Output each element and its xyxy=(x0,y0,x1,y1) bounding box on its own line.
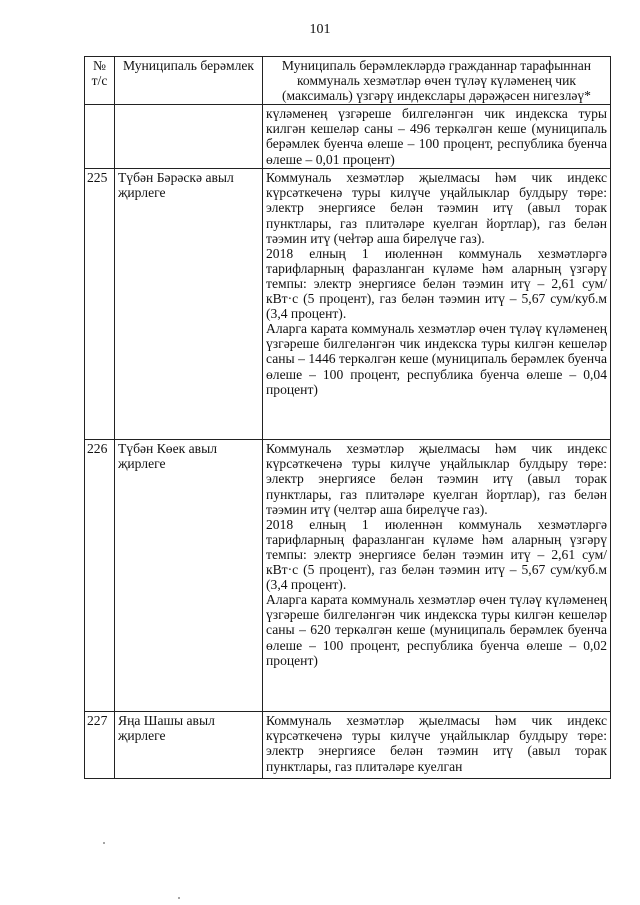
page-number: 101 xyxy=(309,22,331,37)
cell-text xyxy=(263,169,611,440)
scan-speck xyxy=(178,897,180,899)
paragraph: Коммуналь хезмәтләр җыелмасы һәм чик индекс күрсәткеченә туры килүче уңайлыклар булдыру төре: электр энергиясе белән тәэмин итү (авыл торак пунктлары, газ плитәләре куелган xyxy=(266,713,607,774)
cell-name: Яңа Шашы авыл җирлеге xyxy=(115,712,263,779)
cell-continuation-text: күләменең үзгәреше билгеләнгән чик индекска туры килгән кешеләр саны – 496 теркәлгән кеше (муниципаль берәмлек буенча өлеше – 100 процент, республика буенча өлеше – 0,01 процент) xyxy=(263,105,611,169)
cell-num: 227 xyxy=(85,712,115,779)
cell-num: 226 xyxy=(85,440,115,712)
cell-name: Түбән Бәрәскә авыл җирлеге xyxy=(115,169,263,440)
paragraph: Коммуналь хезмәтләр җыелмасы һәм чик индекс күрсәткеченә туры килүче уңайлыклар булдыру төре: электр энергиясе белән тәэмин итү (авыл торак пунктлары, газ плитәләре куелган йортлар), газ белән тәэмин итү (челтәр аша бирелүче газ). xyxy=(266,441,607,517)
header-basis: Муниципаль берәмлекләрдә гражданнар тарафыннан коммуналь хезмәтләр өчен түләү күләменең чик (максималь) үзгәрү индекслары дәрәҗәсен нигезләү* xyxy=(263,57,611,105)
cell-name: Түбән Көек авыл җирлеге xyxy=(115,440,263,712)
paragraph: Аларга карата коммуналь хезмәтләр өчен түләү күләменең үзгәреше билгеләнгән чик индекска туры килгән кешеләр саны – 620 теркәлгән кеше (муниципаль берәмлек буенча өлеше – 100 процент, республика буенча өлеше – 0,02 процент) xyxy=(266,592,607,668)
cell-num: 225 xyxy=(85,169,115,440)
cell-text xyxy=(263,712,611,779)
paragraph: 2018 елның 1 июленнән коммуналь хезмәтләргә тарифларның фаразланган күләме һәм аларның үзгәрү темпы: электр энергиясе белән тәэмин итү – 2,61 сум/кВт·с (5 процент), газ белән тәэмин итү – 5,67 сум/куб.м (3,4 процент). xyxy=(266,245,607,322)
paragraph: 2018 елның 1 июленнән коммуналь хезмәтләргә тарифларның фаразланган күләме һәм аларның үзгәрү темпы: электр энергиясе белән тәэмин итү – 2,61 сум/кВт·с (5 процент), газ белән тәэмин итү – 5,67 сум/куб.м (3,4 процент). xyxy=(266,516,607,593)
paragraph: Аларга карата коммуналь хезмәтләр өчен түләү күләменең үзгәреше билгеләнгән чик индекска туры килгән кешеләр саны – 1446 теркәлгән кеше (муниципаль берәмлек буенча өлеше – 100 процент, республика буенча өлеше – 0,04 процент) xyxy=(266,321,607,397)
table-header-row xyxy=(85,57,611,105)
table-row xyxy=(85,712,611,779)
table-row-continuation xyxy=(85,105,611,169)
header-municipality: Муниципаль берәмлек xyxy=(115,57,263,105)
table-row xyxy=(85,169,611,440)
cell-text xyxy=(263,440,611,712)
indices-table xyxy=(84,56,611,779)
cell-num xyxy=(85,105,115,169)
cell-name xyxy=(115,105,263,169)
table-row xyxy=(85,440,611,712)
paragraph: Коммуналь хезмәтләр җыелмасы һәм чик индекс күрсәткеченә туры килүче уңайлыклар булдыру төре: электр энергиясе белән тәэмин итү (авыл торак пунктлары, газ плитәләре куелган йортлар), газ белән тәэмин итү (чełтәр аша бирелүче газ). xyxy=(266,170,607,246)
scan-speck xyxy=(103,842,105,844)
header-number: № т/с xyxy=(85,57,115,105)
